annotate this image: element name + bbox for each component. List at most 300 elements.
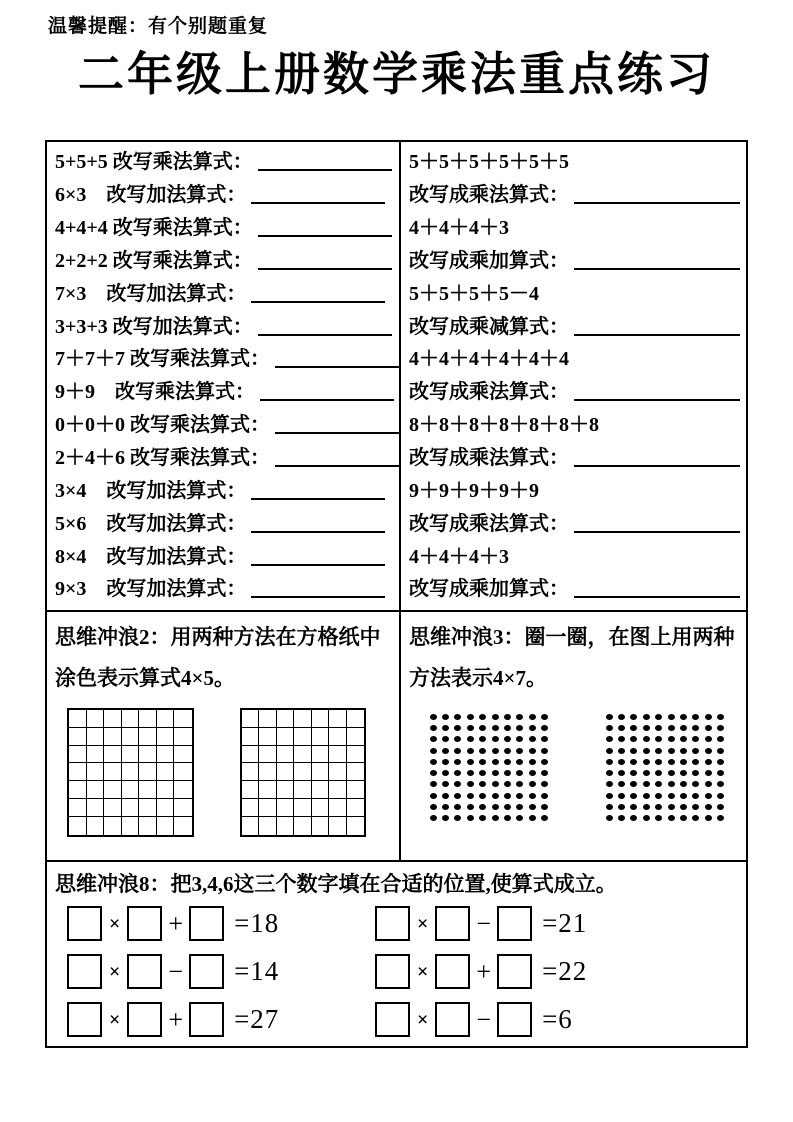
dot [717,759,724,765]
dot [717,804,724,810]
exercise-text: 改写成乘法算式： [409,512,569,535]
equation-row [375,906,587,941]
grid-cell[interactable] [312,746,330,764]
grid-cell[interactable] [294,728,312,746]
answer-blank[interactable] [258,153,392,171]
dot [529,748,536,754]
answer-blank[interactable] [574,580,740,598]
dot [467,748,474,754]
answer-box[interactable] [189,954,224,989]
exercise-text: 7＋7＋7 改写乘法算式： [55,348,270,371]
dot-area [401,699,746,824]
grid-cell[interactable] [122,746,140,764]
equation-result: =6 [542,1004,573,1034]
answer-box[interactable] [435,954,470,989]
dot [442,748,449,754]
grid-cell[interactable] [174,746,192,764]
grid-cell[interactable] [259,799,277,817]
grid-cell[interactable] [329,781,347,799]
grid-cell[interactable] [347,763,365,781]
dot [618,815,625,821]
grid-cell[interactable] [294,763,312,781]
dot [467,725,474,731]
grid-cell[interactable] [104,728,122,746]
exercise-text: 4＋4＋4＋3 [409,545,509,568]
grid-cell[interactable] [174,781,192,799]
grid-cell[interactable] [122,799,140,817]
exercise-row [47,152,399,172]
exercise-row [47,284,399,304]
grid-cell[interactable] [122,817,140,835]
dot [516,725,523,731]
grid-cell[interactable] [277,817,295,835]
dot [618,725,625,731]
dot [479,781,486,787]
dot [668,725,675,731]
grid-cell[interactable] [242,799,260,817]
dot [430,748,437,754]
grid-cell[interactable] [157,710,175,728]
grid-cell[interactable] [174,728,192,746]
dot [479,748,486,754]
grid-cell[interactable] [312,781,330,799]
dot [442,793,449,799]
answer-blank[interactable] [574,383,740,401]
grid-cell[interactable] [294,710,312,728]
grid-cell[interactable] [139,728,157,746]
answer-box[interactable] [189,906,224,941]
dot [492,714,499,720]
dot [430,793,437,799]
grid-cell[interactable] [104,781,122,799]
dot [705,725,712,731]
grid-cell[interactable] [259,817,277,835]
grid-cell[interactable] [294,799,312,817]
answer-blank[interactable] [574,252,740,270]
dot [606,714,613,720]
exercise-text: 6×3 改写加法算式： [55,184,247,207]
grid-cell[interactable] [329,817,347,835]
exercise-row [401,514,746,534]
grid-cell[interactable] [242,781,260,799]
answer-blank[interactable] [251,482,385,500]
dot [492,748,499,754]
grid-cell[interactable] [69,728,87,746]
dot [467,759,474,765]
answer-blank[interactable] [574,318,740,336]
grid-cell[interactable] [294,781,312,799]
dot [467,815,474,821]
exercise-column-right [401,142,746,610]
puzzle-prompt: 思维冲浪8：把3,4,6这三个数字填在合适的位置,使算式成立。 [55,872,617,896]
dot [467,736,474,742]
dot [430,725,437,731]
grid-cell[interactable] [87,817,105,835]
dot [606,736,613,742]
grid-cell[interactable] [347,746,365,764]
grid-cell[interactable] [139,799,157,817]
grid-cell[interactable] [174,763,192,781]
answer-blank[interactable] [251,580,385,598]
grid-cell[interactable] [174,799,192,817]
dot [430,770,437,776]
dot [454,815,461,821]
exercise-text: 改写成乘加算式： [409,578,569,601]
answer-box[interactable] [189,1002,224,1037]
dot [529,804,536,810]
exercise-text: 0＋0＋0 改写乘法算式： [55,414,270,437]
answer-box[interactable] [127,954,162,989]
grid-cell[interactable] [139,817,157,835]
grid-cell[interactable] [104,763,122,781]
answer-box[interactable] [435,1002,470,1037]
grid-cell[interactable] [294,817,312,835]
dot [680,804,687,810]
answer-blank[interactable] [258,219,392,237]
dot [541,714,548,720]
dot [655,815,662,821]
dot [692,759,699,765]
dot [479,804,486,810]
dot [454,759,461,765]
grid-cell[interactable] [69,781,87,799]
grid-cell[interactable] [294,746,312,764]
dot [630,714,637,720]
answer-box[interactable] [497,906,532,941]
grid-cell[interactable] [157,799,175,817]
grid-cell[interactable] [312,763,330,781]
dot [618,781,625,787]
answer-box[interactable] [127,906,162,941]
dot [516,759,523,765]
dot [680,725,687,731]
dot [430,759,437,765]
grid-cell[interactable] [104,710,122,728]
exercise-text: 4＋4＋4＋3 [409,217,509,240]
grid-cell[interactable] [87,763,105,781]
answer-box[interactable] [67,906,102,941]
exercise-column-left [47,142,401,610]
dot [618,793,625,799]
dot [630,815,637,821]
grid-cell[interactable] [122,710,140,728]
grid-cell[interactable] [347,781,365,799]
grid-cell[interactable] [139,746,157,764]
grid-cell[interactable] [277,799,295,817]
exercise-text: 8＋8＋8＋8＋8＋8＋8 [409,414,599,437]
answer-blank[interactable] [251,548,385,566]
exercise-text: 9＋9＋9＋9＋9 [409,479,539,502]
grid-cell[interactable] [329,746,347,764]
equation-row [375,1002,587,1037]
dot [643,793,650,799]
grid-activity-prompt: 思维冲浪2：用两种方法在方格纸中涂色表示算式4×5。 [55,625,381,690]
dot [668,793,675,799]
grid-cell[interactable] [259,728,277,746]
answer-blank[interactable] [251,515,385,533]
dot [516,804,523,810]
dot [606,725,613,731]
grid-cell[interactable] [69,746,87,764]
grid-cell[interactable] [69,799,87,817]
dot [529,815,536,821]
dot [492,759,499,765]
dot [680,815,687,821]
grid-cell[interactable] [277,746,295,764]
grid-cell[interactable] [242,746,260,764]
dot [467,781,474,787]
grid-cell[interactable] [87,728,105,746]
grid-cell[interactable] [347,728,365,746]
dot [643,725,650,731]
dot [643,736,650,742]
dot [442,804,449,810]
grid-cell[interactable] [329,710,347,728]
exercise-row [47,185,399,205]
exercise-text: 8×4 改写加法算式： [55,545,247,568]
dot [606,804,613,810]
answer-blank[interactable] [275,416,399,434]
exercise-row [401,579,746,599]
grid-cell[interactable] [122,781,140,799]
dot [479,793,486,799]
grid-area [47,699,399,837]
answer-box[interactable] [435,906,470,941]
dot [541,781,548,787]
grid-cell[interactable] [139,710,157,728]
exercise-text: 4+4+4 改写乘法算式： [55,217,253,240]
answer-box[interactable] [497,1002,532,1037]
grid-cell[interactable] [174,817,192,835]
answer-box[interactable] [375,1002,410,1037]
worksheet-table [45,140,748,1048]
grid-cell[interactable] [347,817,365,835]
grid-cell[interactable] [104,799,122,817]
dots-activity-prompt: 思维冲浪3：圈一圈，在图上用两种方法表示4×7。 [409,625,735,690]
equation-column [67,906,375,1037]
dot [692,815,699,821]
answer-blank[interactable] [574,449,740,467]
answer-blank[interactable] [258,318,392,336]
grid-cell[interactable] [87,746,105,764]
dot [705,770,712,776]
equation-column [375,906,587,1037]
grid-cell[interactable] [329,728,347,746]
dot [516,781,523,787]
answer-blank[interactable] [260,383,394,401]
dot [430,815,437,821]
grid-cell[interactable] [347,710,365,728]
dot [504,759,511,765]
grid-cell[interactable] [329,799,347,817]
dot [630,770,637,776]
exercise-row [401,185,746,205]
answer-box[interactable] [497,954,532,989]
dot [529,725,536,731]
grid-cell[interactable] [122,728,140,746]
dot [643,759,650,765]
puzzle-section [47,862,746,1046]
dot [529,736,536,742]
exercise-row [47,349,399,369]
dot [643,804,650,810]
answer-blank[interactable] [574,515,740,533]
dot [479,815,486,821]
exercise-text: 7×3 改写加法算式： [55,282,247,305]
dot [479,759,486,765]
dot [479,736,486,742]
dot [680,793,687,799]
grid-cell[interactable] [157,781,175,799]
equation-row [67,1002,375,1037]
dot [692,714,699,720]
grid-cell[interactable] [259,763,277,781]
dot [541,770,548,776]
operator-sign: − [476,908,492,938]
exercise-row [47,317,399,337]
dot [668,714,675,720]
dot [655,714,662,720]
grid-cell[interactable] [157,728,175,746]
dot [668,736,675,742]
grid-cell[interactable] [277,728,295,746]
grid-cell[interactable] [69,710,87,728]
exercise-text: 改写成乘减算式： [409,315,569,338]
multiply-sign: × [109,1008,121,1031]
grid-cell[interactable] [259,710,277,728]
grid-cell[interactable] [277,710,295,728]
grid-cell[interactable] [277,763,295,781]
dot [643,714,650,720]
dot [705,759,712,765]
grid-cell[interactable] [312,710,330,728]
grid-cell[interactable] [122,763,140,781]
grid-cell[interactable] [277,781,295,799]
grid-cell[interactable] [69,817,87,835]
exercise-row [401,317,746,337]
grid-cell[interactable] [139,781,157,799]
grid-cell[interactable] [104,746,122,764]
exercise-row [401,547,746,567]
answer-box[interactable] [67,954,102,989]
grid-cell[interactable] [139,763,157,781]
exercise-row [47,547,399,567]
grid-cell[interactable] [242,763,260,781]
dot [630,759,637,765]
dot [492,793,499,799]
dot [541,815,548,821]
answer-blank[interactable] [251,285,385,303]
grid-cell[interactable] [87,799,105,817]
dot [541,759,548,765]
grid-cell[interactable] [242,710,260,728]
grid-cell[interactable] [87,710,105,728]
grid-cell[interactable] [312,728,330,746]
dot [504,725,511,731]
answer-blank[interactable] [251,186,385,204]
grid-cell[interactable] [157,763,175,781]
grid-cell[interactable] [259,746,277,764]
dot [643,815,650,821]
dot [454,781,461,787]
answer-box[interactable] [67,1002,102,1037]
dot [630,725,637,731]
equation-row [67,954,375,989]
multiply-sign: × [417,1008,429,1031]
dot [529,714,536,720]
dot [529,793,536,799]
grid-cell[interactable] [104,817,122,835]
dot [606,793,613,799]
dot [430,736,437,742]
dot [655,736,662,742]
dot [630,793,637,799]
exercise-row [47,448,399,468]
exercise-row [47,579,399,599]
grid-cell[interactable] [157,746,175,764]
dot [705,804,712,810]
grid-cell[interactable] [312,817,330,835]
grid-cell[interactable] [347,799,365,817]
dot [618,804,625,810]
exercise-text: 9＋9 改写乘法算式： [55,381,255,404]
answer-blank[interactable] [275,449,399,467]
dot [454,714,461,720]
grid-cell[interactable] [174,710,192,728]
dot-array[interactable] [603,711,727,824]
dot [705,714,712,720]
grid-cell[interactable] [329,763,347,781]
grid-cell[interactable] [242,817,260,835]
grid-cell[interactable] [242,728,260,746]
answer-blank[interactable] [574,186,740,204]
answer-box[interactable] [375,906,410,941]
grid-cell[interactable] [69,763,87,781]
dot [442,714,449,720]
grid-activity-cell [47,612,401,860]
dot [454,804,461,810]
equation-result: =18 [234,908,280,938]
equation-result: =21 [542,908,588,938]
grid-cell[interactable] [87,781,105,799]
operator-sign: − [476,1004,492,1034]
exercise-row [47,218,399,238]
answer-box[interactable] [375,954,410,989]
dot [618,748,625,754]
dot-array[interactable] [427,711,551,824]
exercise-section [47,142,746,612]
dot [504,793,511,799]
dot [430,781,437,787]
dot [541,725,548,731]
dot [504,714,511,720]
answer-blank[interactable] [258,252,392,270]
dot [692,736,699,742]
grid-cell[interactable] [259,781,277,799]
grid-cell[interactable] [157,817,175,835]
dot [717,781,724,787]
dot [655,725,662,731]
exercise-row [401,382,746,402]
grid-cell[interactable] [312,799,330,817]
dot [680,770,687,776]
operator-sign: − [168,956,184,986]
answer-blank[interactable] [275,350,399,368]
dot [680,714,687,720]
exercise-row [47,481,399,501]
dot [606,770,613,776]
answer-box[interactable] [127,1002,162,1037]
